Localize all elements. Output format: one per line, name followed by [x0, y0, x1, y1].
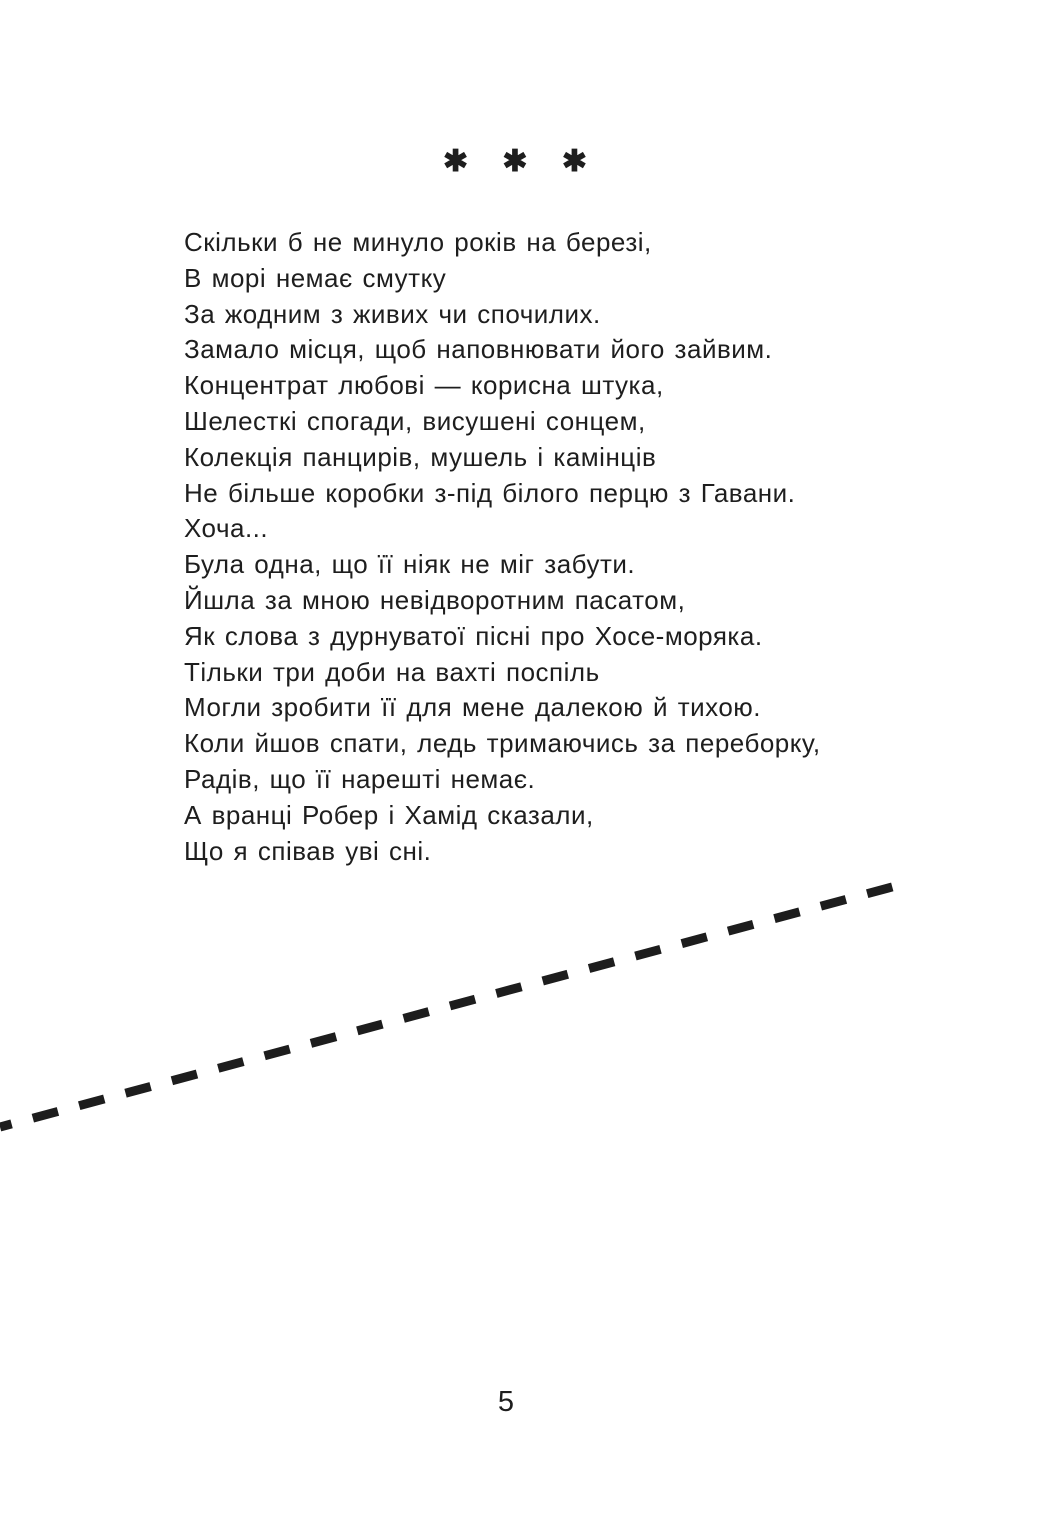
poem-line: Коли йшов спати, ледь тримаючись за переборку, — [184, 728, 821, 759]
poem-line: Шелесткі спогади, висушені сонцем, — [184, 405, 646, 436]
poem-line: Замало місця, щоб наповнювати його зайвим. — [184, 334, 773, 365]
poem-line: А вранці Робер і Хамід сказали, — [184, 799, 594, 830]
poem-line: Концентрат любові — корисна штука, — [184, 370, 664, 401]
poem-line: Хоча... — [184, 513, 269, 544]
poem-line: Як слова з дурнуватої пісні про Хосе-моряка. — [184, 620, 763, 651]
poem-line: Йшла за мною невідворотним пасатом, — [184, 584, 686, 615]
dashed-line — [0, 883, 907, 1127]
poem-line: Могли зробити її для мене далекою й тихою. — [184, 692, 762, 723]
poem-line: Радів, що її нарешті немає. — [184, 763, 536, 794]
poem-text — [184, 225, 944, 869]
page-number: 5 — [497, 1386, 515, 1418]
poem-line: Колекція панцирів, мушель і камінців — [184, 441, 657, 472]
poem-line: В морі немає смутку — [184, 262, 447, 293]
section-separator-asterisks: ✱ ✱ ✱ — [442, 145, 590, 178]
poem-line: Скільки б не минуло років на березі, — [184, 227, 652, 257]
poem-line: Не більше коробки з-під білого перцю з Гавани. — [184, 477, 796, 508]
poem-line: Що я співав уві сні. — [184, 835, 432, 866]
dashed-divider — [0, 868, 920, 1140]
poem-line: За жодним з живих чи спочилих. — [184, 298, 601, 329]
poem-line: Тільки три доби на вахті поспіль — [184, 656, 600, 687]
poem-line: Була одна, що її ніяк не міг забути. — [184, 549, 636, 580]
